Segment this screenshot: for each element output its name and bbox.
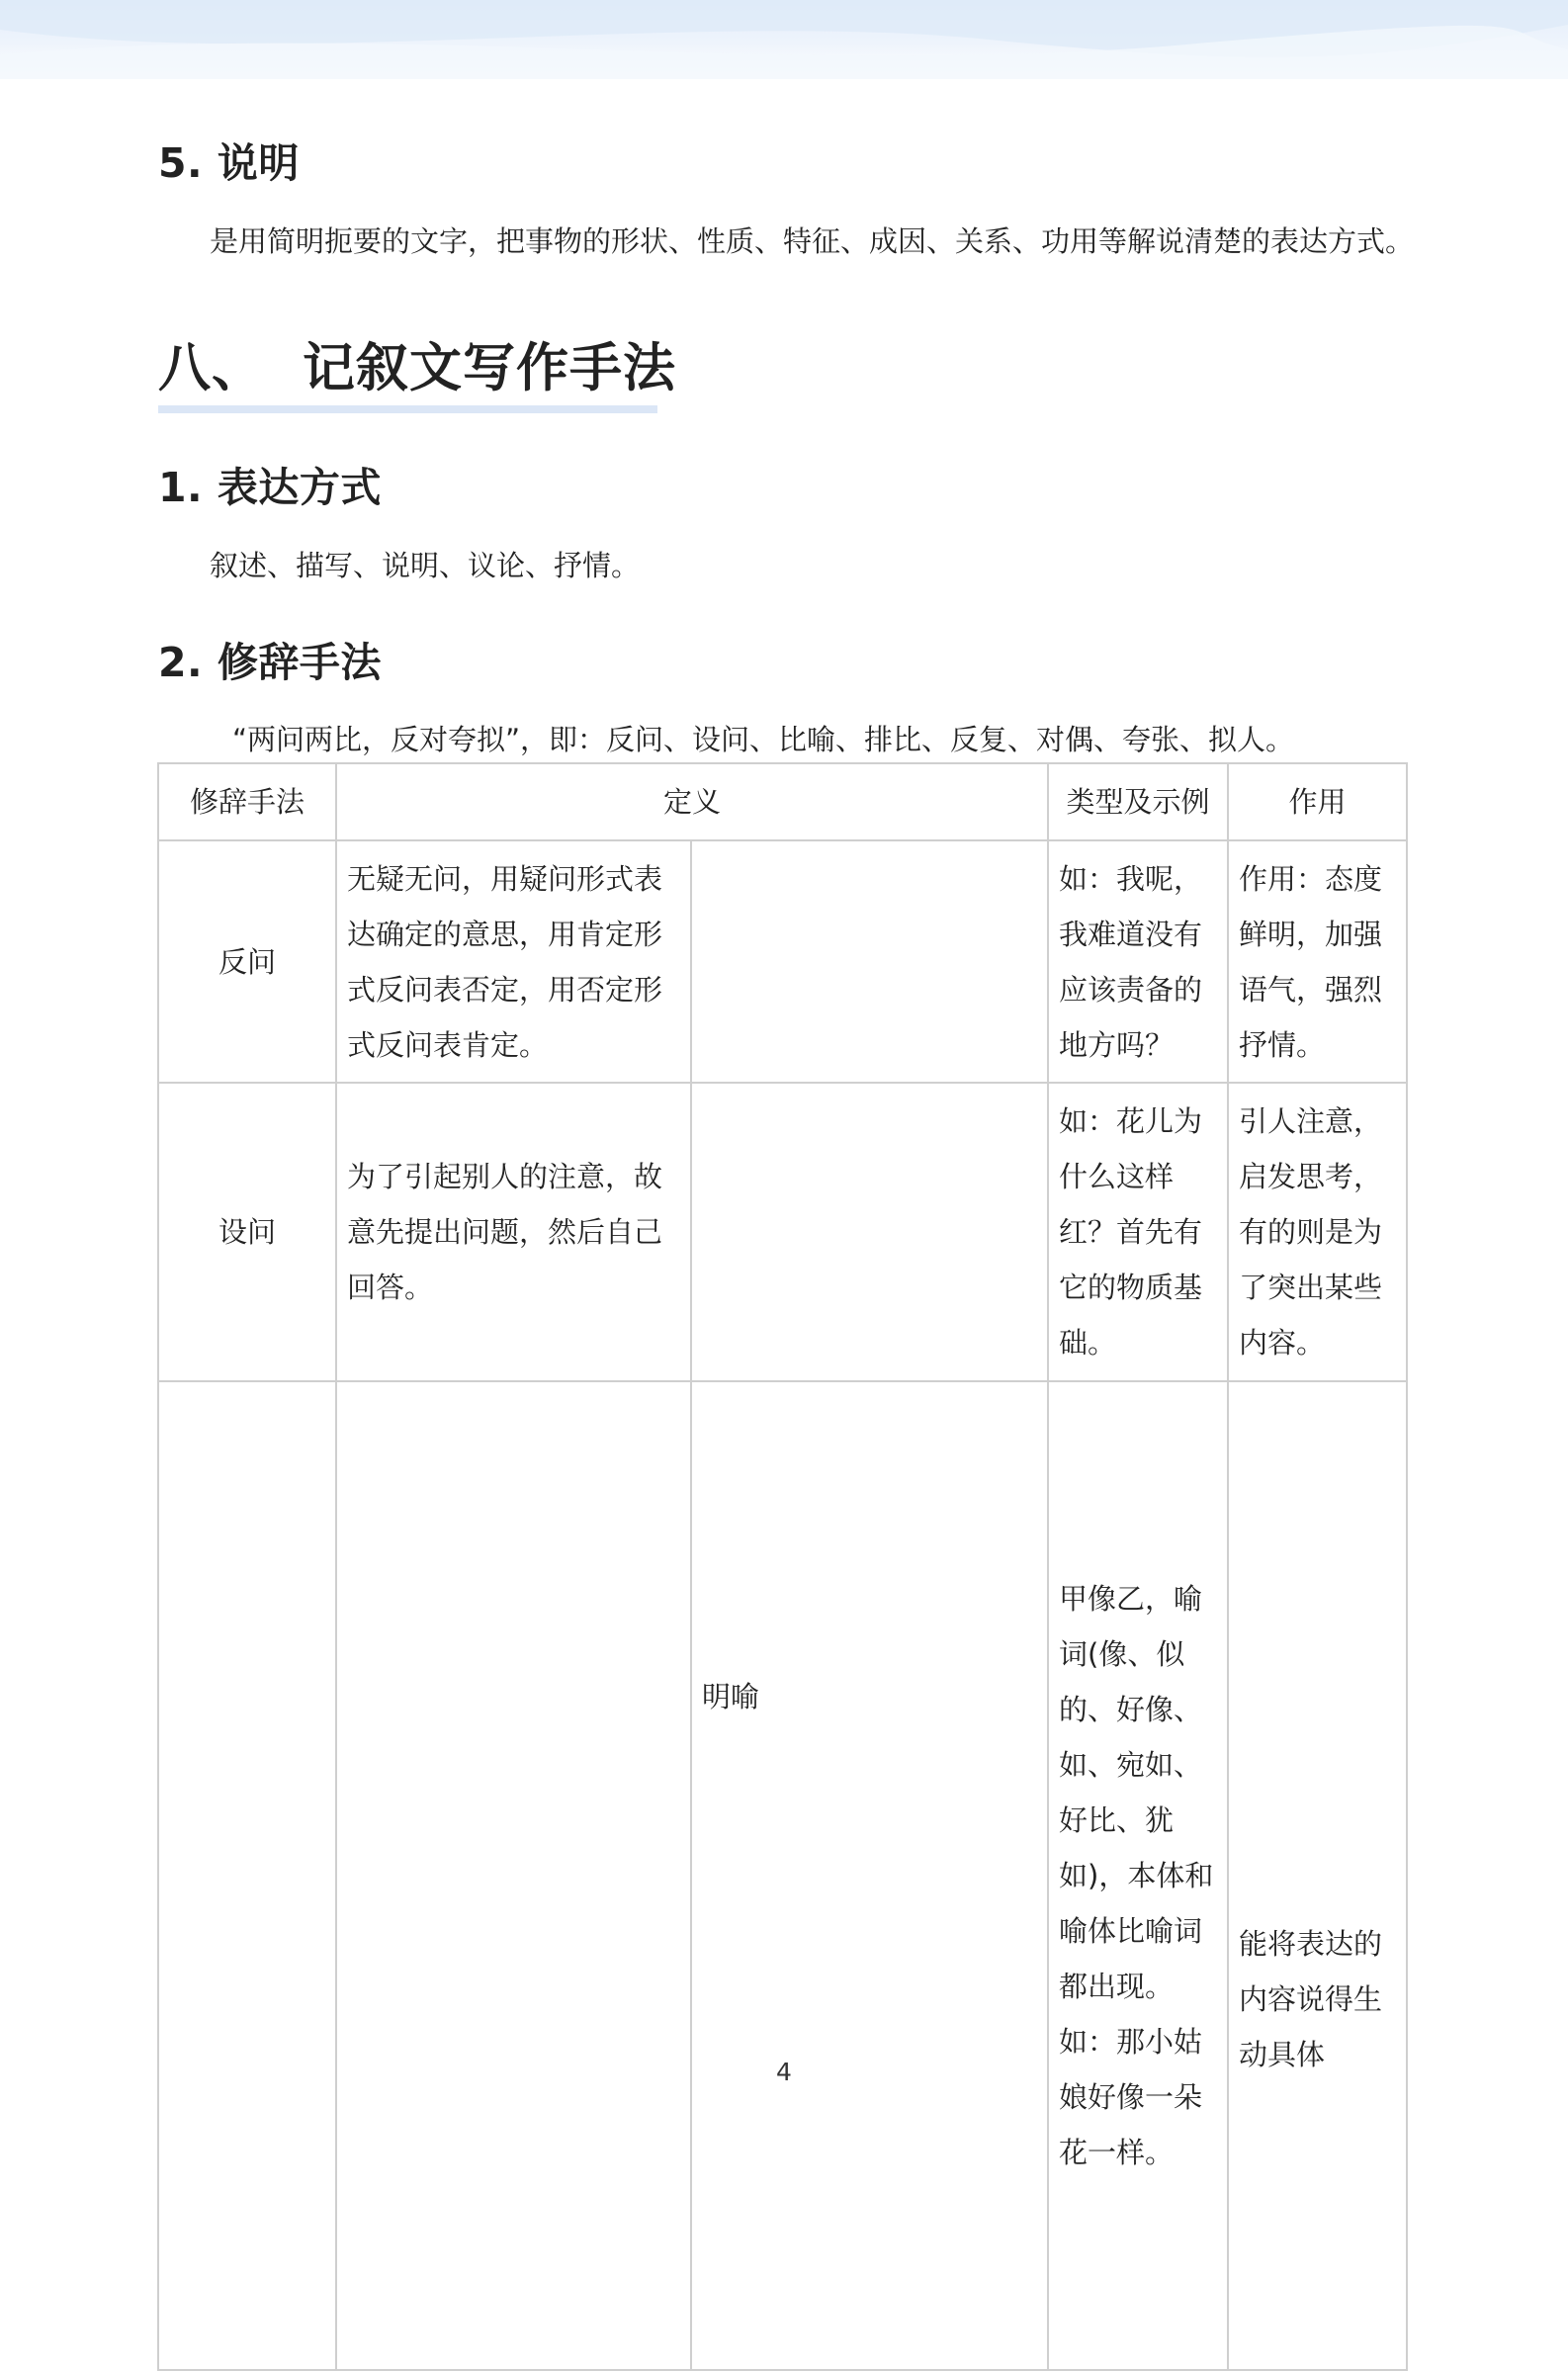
section-1-heading: 1. 表达方式 [158, 464, 382, 511]
definition-cell [336, 1381, 691, 2370]
subtype-cell: 明喻 [691, 1381, 1048, 2370]
subtype-cell [691, 1083, 1048, 1381]
table-header-row [158, 763, 1407, 840]
header-cell-definition: 定义 [336, 763, 1048, 840]
section-5-heading: 5. 说明 [158, 139, 300, 187]
rhetoric-name-cell: 设问 [158, 1083, 336, 1381]
section-5-text: 是用简明扼要的文字，把事物的形状、性质、特征、成因、关系、功用等解说清楚的表达方式。 [210, 224, 1415, 258]
section-1-text: 叙述、描写、说明、议论、抒情。 [210, 549, 641, 582]
example-cell: 如：我呢，我难道没有应该责备的地方吗？ [1048, 840, 1228, 1083]
example-cell: 如：花儿为什么这样红？首先有它的物质基础。 [1048, 1083, 1228, 1381]
rhetoric-name-cell [158, 1381, 336, 2370]
section-2-text: “两问两比，反对夸拟”，即：反问、设问、比喻、排比、反复、对偶、夸张、拟人。 [232, 723, 1295, 756]
rhetoric-table [157, 762, 1408, 2371]
table-row [158, 1381, 1407, 2370]
effect-cell: 引人注意，启发思考，有的则是为了突出某些内容。 [1228, 1083, 1407, 1381]
rhetoric-name-cell: 反问 [158, 840, 336, 1083]
effect-cell: 能将表达的内容说得生动具体 [1228, 1381, 1407, 2370]
header-cell-effect: 作用 [1228, 763, 1407, 840]
chapter-8-title: 记叙文写作手法 [303, 338, 676, 398]
subtype-cell [691, 840, 1048, 1083]
section-2-heading: 2. 修辞手法 [158, 639, 382, 686]
page-number: 4 [776, 2058, 792, 2086]
header-cell-name: 修辞手法 [158, 763, 336, 840]
table-row [158, 840, 1407, 1083]
definition-cell: 为了引起别人的注意，故意先提出问题，然后自己回答。 [336, 1083, 691, 1381]
table-row [158, 1083, 1407, 1381]
definition-cell: 无疑无问，用疑问形式表达确定的意思，用肯定形式反问表否定，用否定形式反问表肯定。 [336, 840, 691, 1083]
effect-cell: 作用：态度鲜明，加强语气，强烈抒情。 [1228, 840, 1407, 1083]
header-cell-type-example: 类型及示例 [1048, 763, 1228, 840]
chapter-8-number: 八、 [158, 338, 265, 398]
example-cell: 甲像乙，喻词(像、似的、好像、如、宛如、好比、犹如)，本体和喻体比喻词都出现。如：那小姑娘好像一朵花一样。 [1048, 1381, 1228, 2370]
